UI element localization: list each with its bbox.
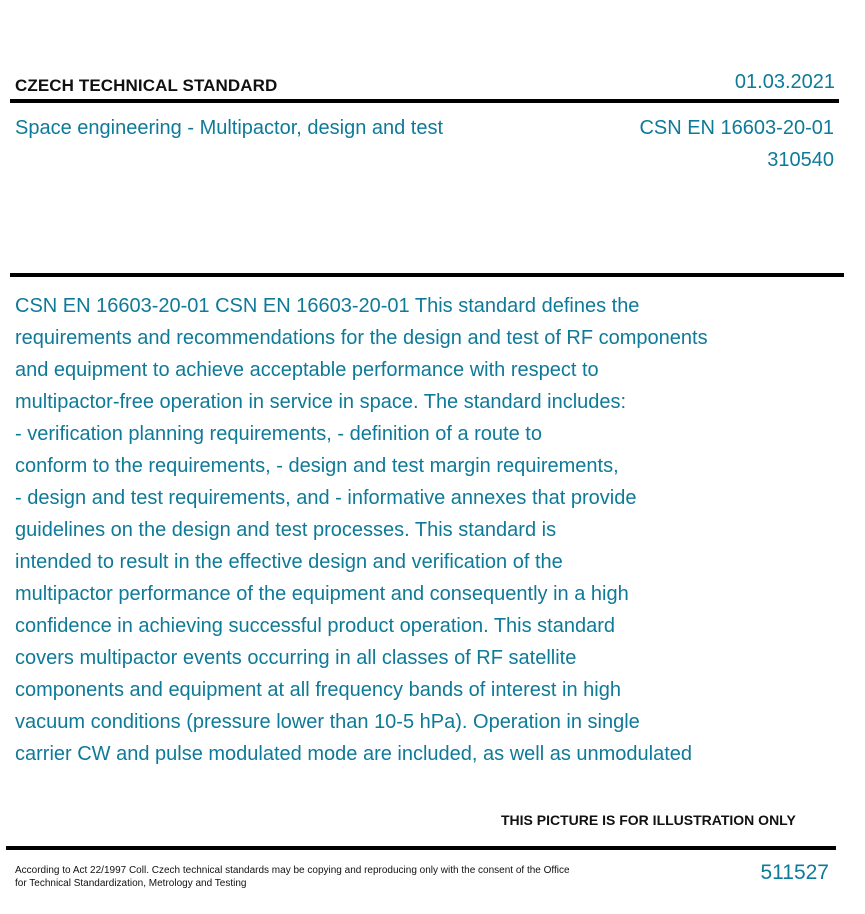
abstract-text xyxy=(15,290,775,770)
classification-number: 310540 xyxy=(767,149,834,171)
illustration-note: THIS PICTURE IS FOR ILLUSTRATION ONLY xyxy=(501,812,796,828)
abstract-line: guidelines on the design and test processes. This standard is xyxy=(15,519,557,541)
footer-divider xyxy=(6,846,836,850)
header-date: 01.03.2021 xyxy=(734,71,835,93)
abstract-line: confidence in achieving successful product operation. This standard xyxy=(15,615,615,637)
abstract-line: components and equipment at all frequency bands of interest in high xyxy=(15,679,621,701)
abstract-line: - verification planning requirements, - definition of a route to xyxy=(15,423,542,445)
footer-legal-notice xyxy=(15,864,595,890)
footer-legal-line: for Technical Standardization, Metrology and Testing xyxy=(15,878,247,889)
abstract-line: and equipment to achieve acceptable performance with respect to xyxy=(15,359,599,381)
footer-code: 511527 xyxy=(760,861,829,884)
abstract-line: carrier CW and pulse modulated mode are included, as well as unmodulated xyxy=(15,743,693,765)
header-category: CZECH TECHNICAL STANDARD xyxy=(15,76,278,95)
standard-number: CSN EN 16603-20-01 xyxy=(639,117,834,139)
abstract-line: covers multipactor events occurring in all classes of RF satellite xyxy=(15,647,577,669)
header-divider xyxy=(10,99,839,103)
abstract-line: multipactor performance of the equipment and consequently in a high xyxy=(15,583,629,605)
abstract-line: intended to result in the effective design and verification of the xyxy=(15,551,563,573)
title-divider xyxy=(10,273,844,277)
abstract-line: - design and test requirements, and - informative annexes that provide xyxy=(15,487,637,509)
abstract-line: CSN EN 16603-20-01 CSN EN 16603-20-01 This standard defines the xyxy=(15,295,640,317)
abstract-line: vacuum conditions (pressure lower than 10-5 hPa). Operation in single xyxy=(15,711,640,733)
footer-legal-line: According to Act 22/1997 Coll. Czech technical standards may be copying and reproducing only with the consent of the Office xyxy=(15,865,570,876)
abstract-line: requirements and recommendations for the design and test of RF components xyxy=(15,327,708,349)
abstract-line: multipactor-free operation in service in space. The standard includes: xyxy=(15,391,627,413)
abstract-line: conform to the requirements, - design and test margin requirements, xyxy=(15,455,619,477)
document-title: Space engineering - Multipactor, design and test xyxy=(15,117,444,139)
